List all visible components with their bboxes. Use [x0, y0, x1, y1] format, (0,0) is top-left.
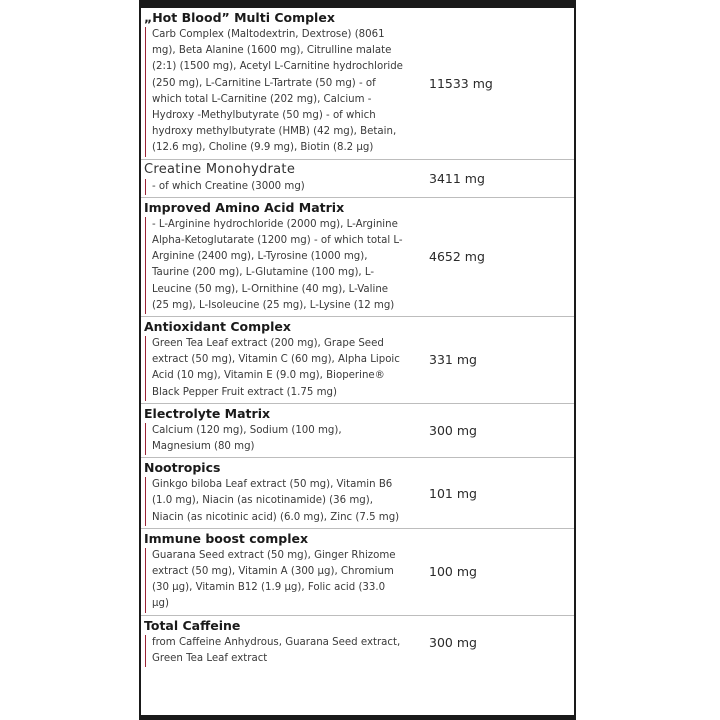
table-row	[141, 529, 574, 616]
table-row	[141, 8, 574, 160]
ingredient-description: from Caffeine Anhydrous, Guarana Seed extract, Green Tea Leaf extract	[145, 635, 403, 667]
ingredient-title: Electrolyte Matrix	[144, 405, 271, 421]
ingredient-cell	[141, 529, 403, 615]
ingredient-description: - L-Arginine hydrochloride (2000 mg), L-Arginine Alpha-Ketoglutarate (1200 mg) - of which total L-Arginine (2400 mg), L-Tyrosine (1000 mg), Taurine (200 mg), L-Glutamine (100 mg), L-Leucine (50 mg), L-Ornithine (40 mg), L-Valine (25 mg), L-Isoleucine (25 mg), L-Lysine (12 mg)	[145, 217, 403, 314]
table-row	[141, 404, 574, 458]
ingredient-amount: 4652 mg	[429, 249, 485, 265]
ingredient-description: Guarana Seed extract (50 mg), Ginger Rhizome extract (50 mg), Vitamin A (300 µg), Chromium (30 µg), Vitamin B12 (1.9 µg), Folic acid (33.0 µg)	[145, 548, 403, 613]
ingredient-amount: 100 mg	[429, 564, 477, 580]
bottom-rule	[141, 715, 574, 720]
table-row	[141, 198, 574, 317]
ingredient-amount: 101 mg	[429, 485, 477, 501]
ingredient-title: „Hot Blood” Multi Complex	[144, 10, 335, 25]
ingredient-title: Immune boost complex	[144, 530, 309, 546]
table-row	[141, 616, 574, 669]
ingredient-cell	[141, 458, 403, 528]
ingredient-cell	[141, 317, 403, 403]
ingredient-cell	[141, 616, 403, 669]
ingredient-description: - of which Creatine (3000 mg)	[145, 179, 403, 195]
ingredient-description: Green Tea Leaf extract (200 mg), Grape Seed extract (50 mg), Vitamin C (60 mg), Alpha Lipoic Acid (10 mg), Vitamin E (9.0 mg), Bioperine® Black Pepper Fruit extract (1.75 mg)	[145, 336, 403, 401]
ingredient-description: Carb Complex (Maltodextrin, Dextrose) (8061 mg), Beta Alanine (1600 mg), Citrulline malate (2:1) (1500 mg), Acetyl L-Carnitine hydrochloride (250 mg), L-Carnitine L-Tartrate (50 mg) - of which total L-Carnitine (202 mg), Calcium - Hydroxy -Methylbutyrate (50 mg) - of which hydroxy methylbutyrate (HMB) (42 mg), Betain, (12.6 mg), Choline (9.9 mg), Biotin (8.2 µg)	[145, 27, 403, 157]
ingredient-title: Creatine Monohydrate	[144, 161, 296, 177]
ingredient-amount: 331 mg	[429, 352, 477, 368]
ingredient-description: Ginkgo biloba Leaf extract (50 mg), Vitamin B6 (1.0 mg), Niacin (as nicotinamide) (36 mg), Niacin (as nicotinic acid) (6.0 mg), Zinc (7.5 mg)	[145, 477, 403, 526]
top-rule	[141, 0, 574, 8]
table-row	[141, 458, 574, 529]
ingredient-amount: 300 mg	[429, 634, 477, 650]
ingredient-cell	[141, 404, 403, 457]
supplement-facts-panel	[139, 0, 576, 720]
table-row	[141, 317, 574, 404]
ingredient-title: Total Caffeine	[144, 617, 241, 633]
ingredient-cell	[141, 160, 403, 197]
ingredient-amount: 300 mg	[429, 423, 477, 439]
ingredient-title: Improved Amino Acid Matrix	[144, 199, 345, 215]
ingredient-amount: 11533 mg	[429, 75, 493, 91]
table-row	[141, 160, 574, 198]
ingredient-title: Nootropics	[144, 460, 221, 476]
ingredient-description: Calcium (120 mg), Sodium (100 mg), Magnesium (80 mg)	[145, 423, 403, 455]
ingredient-amount: 3411 mg	[429, 170, 485, 186]
ingredient-title: Antioxidant Complex	[144, 319, 291, 335]
ingredient-cell	[141, 198, 403, 316]
ingredient-cell	[141, 8, 403, 159]
